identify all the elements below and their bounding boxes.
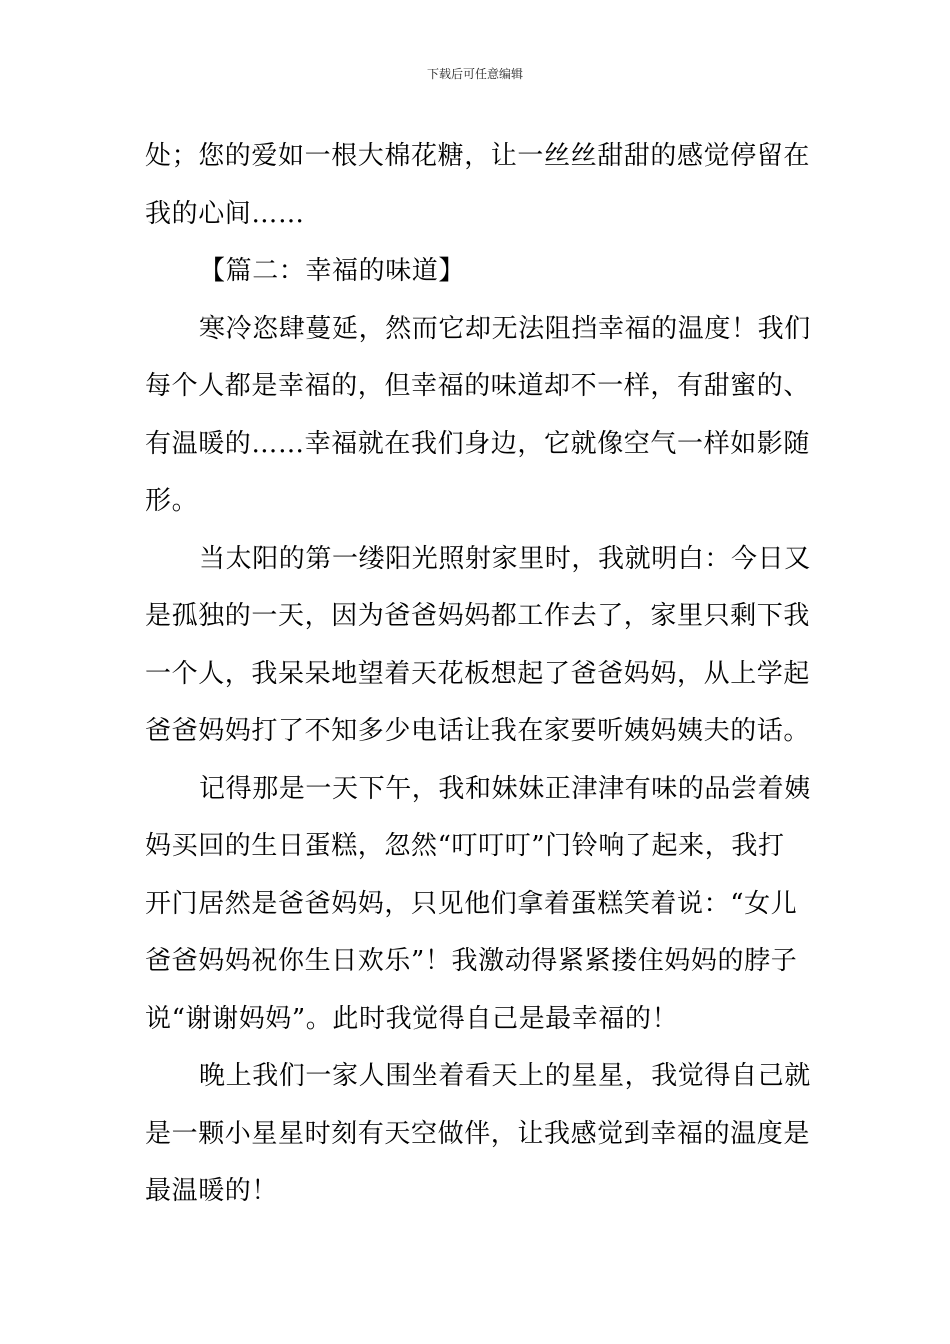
section-heading: 【篇二：幸福的味道】	[199, 256, 466, 286]
text-line: 形。	[145, 486, 199, 516]
page-header: 下载后可任意编辑	[426, 67, 523, 81]
text-line: 寒冷恣肆蔓延，然而它却无法阻挡幸福的温度！我们	[199, 313, 811, 344]
text-line: 晚上我们一家人围坐着看天上的星星，我觉得自己就	[199, 1061, 811, 1091]
text-line: 一个人，我呆呆地望着天花板想起了爸爸妈妈，从上学起	[145, 658, 811, 689]
text-line: 每个人都是幸福的，但幸福的味道却不一样，有甜蜜的、	[145, 371, 811, 401]
text-line: 开门居然是爸爸妈妈，只见他们拿着蛋糕笑着说：“女儿	[145, 888, 798, 919]
text-line: 处；您的爱如一根大棉花糖，让一丝丝甜甜的感觉停留在	[145, 141, 811, 171]
document-body	[145, 128, 811, 1221]
text-line: 妈买回的生日蛋糕，忽然“叮叮叮”门铃响了起来，我打	[145, 831, 785, 861]
text-line: 是一颗小星星时刻有天空做伴，让我感觉到幸福的温度是	[145, 1118, 811, 1149]
text-line: 有温暖的……幸福就在我们身边，它就像空气一样如影随	[145, 428, 811, 459]
text-line: 爸爸妈妈打了不知多少电话让我在家要听姨妈姨夫的话。	[145, 716, 811, 746]
text-line: 爸爸妈妈祝你生日欢乐”！我激动得紧紧搂住妈妈的脖子	[145, 946, 798, 976]
text-line: 当太阳的第一缕阳光照射家里时，我就明白：今日又	[199, 543, 811, 574]
text-line: 我的心间……	[145, 198, 305, 229]
text-line: 是孤独的一天，因为爸爸妈妈都工作去了，家里只剩下我	[145, 601, 811, 631]
text-line: 说“谢谢妈妈”。此时我觉得自己是最幸福的！	[145, 1003, 679, 1034]
text-line: 最温暖的！	[145, 1176, 279, 1206]
text-line: 记得那是一天下午，我和妹妹正津津有味的品尝着姨	[199, 773, 811, 804]
